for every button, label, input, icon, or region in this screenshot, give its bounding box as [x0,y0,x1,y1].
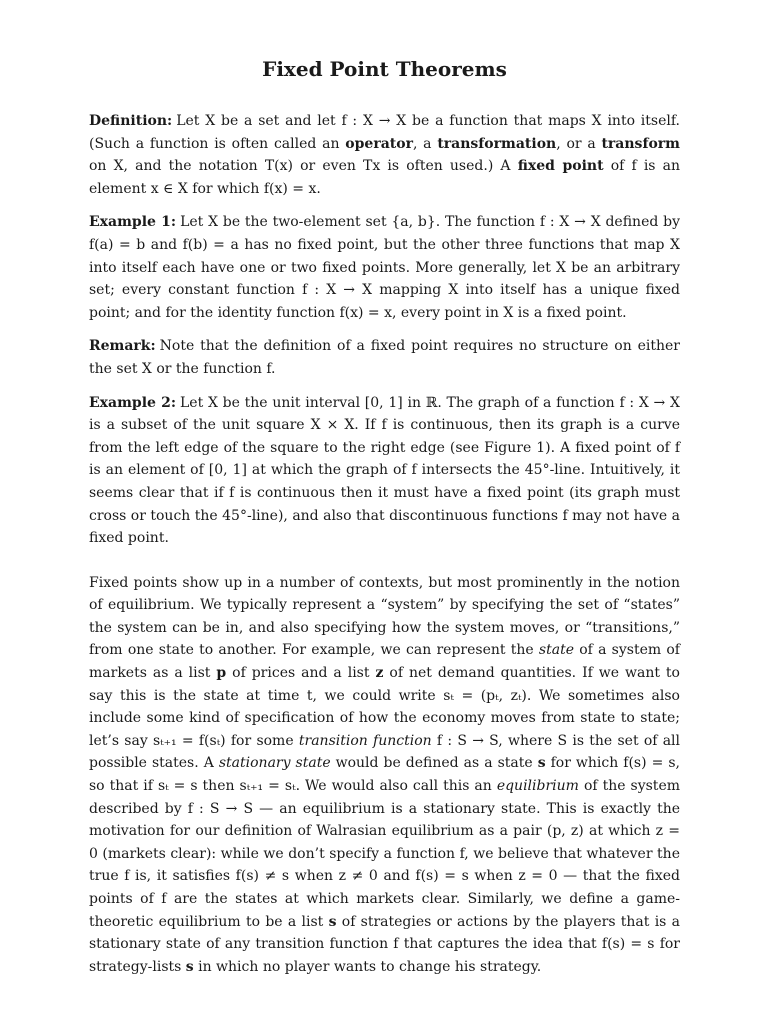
paragraph-text: would be defined as a state [330,755,538,772]
paragraph-text: Fixed points show up in a number of contexts, but most prominently in the notion of equilibrium. We typically represent a “system” by specifying the set of “states” the system can be in, and also specifying how the system moves, or “transitions,” from one state to another. For example, we can represent the [89,574,680,659]
paragraph [89,392,680,550]
document-page [89,56,680,989]
paragraph-text: Let X be the unit interval [0, 1] in ℝ. The graph of a function f : X → X is a subset of the unit square X × X. If f is continuous, then its graph is a curve from the left edge of the square to the right edge (see Figure 1). A fixed point of f is an element of [0, 1] at which the graph of f intersects the 45°-line. Intuitively, it seems clear that if f is continuous then it must have a fixed point (its graph must cross or touch the 45°-line), and also that discontinuous functions f may not have a fixed point. [89,394,680,547]
paragraph-label: Example 2: [89,394,176,411]
paragraph-text: on X, and the notation T(x) or even Tx is often used.) A [89,158,518,175]
italic-term: equilibrium [496,778,579,795]
document-title: Fixed Point Theorems [262,57,507,81]
paragraph-text: for which f(s) = s, so that if sₜ = s then sₜ₊₁ = sₜ. We would also call this an [89,755,680,795]
paragraph [89,211,680,324]
paragraph-text: of strategies or actions by the players that is a stationary state of any transition function f that captures the idea that f(s) = s for strategy-lists [89,913,681,975]
bold-term: operator [345,135,413,152]
bold-term: z [375,665,384,682]
bold-term: transform [601,135,680,152]
bold-term: fixed point [517,158,604,175]
paragraph-text: Let X be a set and let f : X → X be a function that maps X into itself. (Such a function is often called an [89,113,680,152]
paragraph-text: f : S → S, where S is the set of all possible states. A [89,732,681,772]
paragraph-text: Note that the definition of a fixed point requires no structure on either the set X or the function f. [89,338,680,377]
paragraph-text: , a [412,135,438,152]
paragraph-text: of prices and a list [226,665,376,682]
bold-term: s [328,913,337,930]
bold-term: s [537,755,546,772]
paragraph-text: of f is an element x ∈ X for which f(x) = x. [89,158,680,197]
bold-term: p [216,665,227,682]
bold-term: transformation [437,135,557,152]
paragraph-text: of the system described by f : S → S — an equilibrium is a stationary state. This is exactly the motivation for our definition of Walrasian equilibrium as a pair (p, z) at which z = 0 (markets clear): while we don’t specify a function f, we believe that whatever the true f is, it satisfies f(s) ≠ s when z ≠ 0 and f(s) = s when z = 0 — that the fixed points of f are the states at which markets clear. Similarly, we define a game-theoretic equilibrium to be a list [89,778,680,930]
bold-term: s [185,958,194,975]
paragraph-text: of a system of markets as a list [89,642,680,682]
paragraph-text: in which no player wants to change his strategy. [193,958,542,975]
document-body [89,110,680,978]
paragraph-text: of net demand quantities. If we want to say this is the state at time t, we could write sₜ = (pₜ, zₜ). We sometimes also include some kind of specification of how the economy moves from state to state; let’s say sₜ₊₁ = f(sₜ) for some [89,665,680,749]
paragraph-label: Definition: [89,113,173,129]
paragraph-label: Remark: [89,338,156,355]
paragraph-text: Let X be the two-element set {a, b}. The function f : X → X defined by f(a) = b and f(b) = a has no fixed point, but the other three functions that map X into itself each have one or two fixed points. More generally, let X be an arbitrary set; every constant function f : X → X mapping X into itself has a unique fixed point; and for the identity function f(x) = x, every point in X is a fixed point. [89,214,681,321]
paragraph-text: , or a [556,135,602,152]
italic-term: stationary state [218,755,331,772]
paragraph-label: Example 1: [89,214,177,231]
paragraph [89,110,680,200]
paragraph [89,335,680,380]
italic-term: state [538,642,574,659]
paragraph [89,572,680,979]
italic-term: transition function [298,732,432,749]
